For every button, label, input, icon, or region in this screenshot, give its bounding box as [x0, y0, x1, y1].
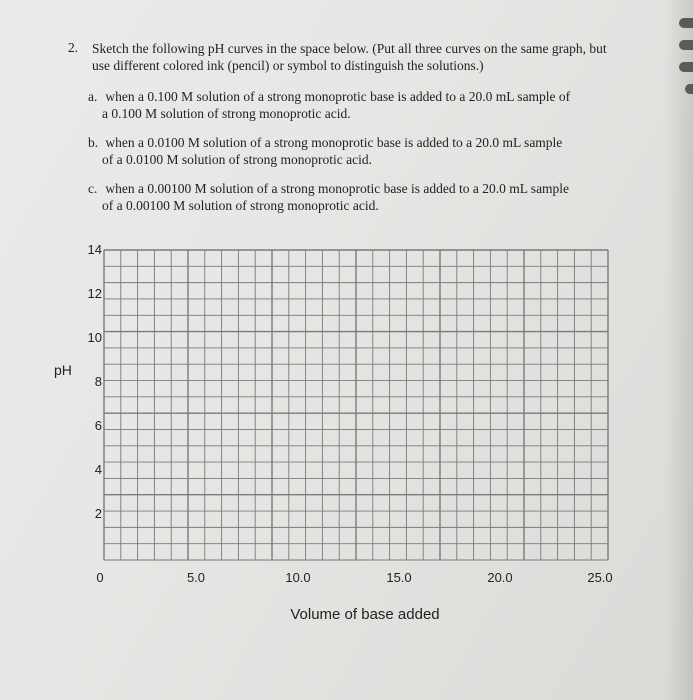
part-c-label: c. [88, 181, 98, 196]
x-tick-5: 5.0 [186, 570, 206, 585]
part-b-label: b. [88, 135, 99, 150]
question-text: Sketch the following pH curves in the space below. (Put all three curves on the same graph, but use different colored ink (pencil) or symbol to distinguish the solutions.) [92, 41, 607, 73]
y-tick-14: 14 [87, 242, 102, 257]
y-tick-10: 10 [87, 330, 102, 345]
part-a-label: a. [88, 89, 98, 104]
part-b-line1: when a 0.0100 M solution of a strong monoprotic base is added to a 20.0 mL sample [105, 135, 563, 150]
x-tick-15: 15.0 [386, 570, 412, 585]
x-tick-20: 20.0 [487, 570, 513, 585]
y-tick-8: 8 [94, 374, 102, 389]
y-tick-12: 12 [87, 286, 102, 301]
y-tick-6: 6 [94, 418, 102, 433]
x-tick-25: 25.0 [587, 570, 613, 585]
part-a-line2: a 0.100 M solution of strong monoprotic acid. [102, 106, 351, 121]
part-c-line1: when a 0.00100 M solution of a strong monoprotic base is added to a 20.0 mL sample [105, 181, 570, 196]
x-axis-label: Volume of base added [290, 606, 440, 623]
part-b-line2: of a 0.0100 M solution of strong monoprotic acid. [102, 152, 372, 167]
question-number: 2. [68, 40, 79, 55]
x-tick-10: 10.0 [285, 570, 311, 585]
y-tick-2: 2 [94, 506, 102, 521]
x-tick-0: 0 [96, 570, 104, 585]
part-c-line2: of a 0.00100 M solution of strong monoprotic acid. [102, 198, 379, 213]
y-axis-label: pH [54, 362, 72, 378]
y-tick-4: 4 [94, 462, 102, 477]
part-a-line1: when a 0.100 M solution of a strong monoprotic base is added to a 20.0 mL sample of [105, 89, 571, 104]
